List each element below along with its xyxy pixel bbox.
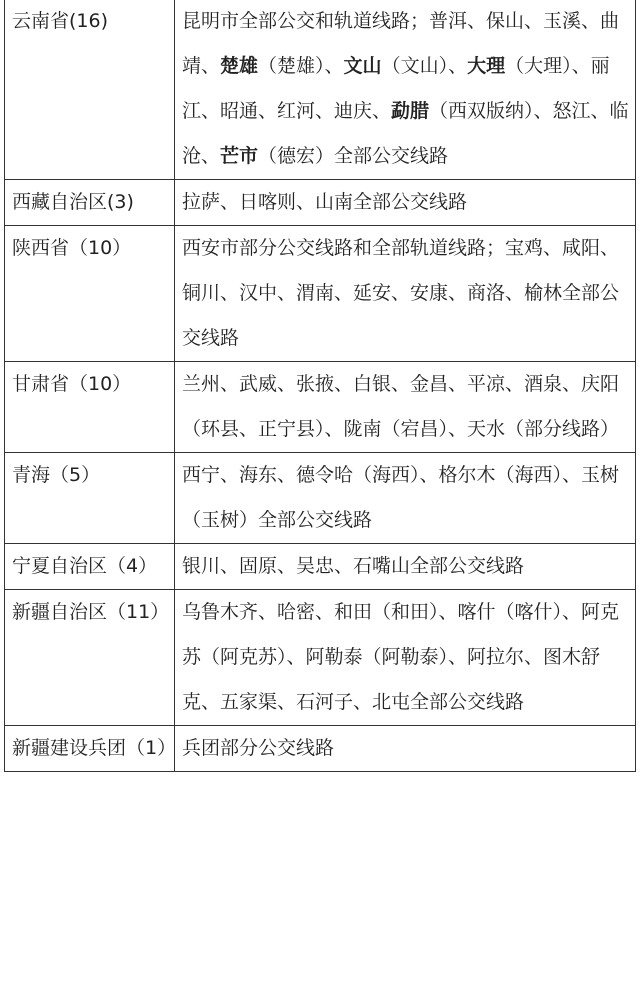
city-text: 兵团部分公交线路 — [182, 737, 335, 759]
province-cell: 陕西省（10） — [5, 226, 175, 362]
table-row — [5, 362, 636, 453]
city-text: （西双版纳）、怒江、临沧、 — [182, 100, 629, 167]
cities-cell — [175, 726, 636, 772]
cities-cell — [175, 453, 636, 544]
province-cell: 甘肃省（10） — [5, 362, 175, 453]
cities-cell — [175, 0, 636, 180]
province-cell: 宁夏自治区（4） — [5, 544, 175, 590]
table-row — [5, 0, 636, 180]
city-text: （楚雄）、 — [258, 55, 344, 77]
table-row — [5, 226, 636, 362]
cities-cell — [175, 226, 636, 362]
table-body — [5, 0, 636, 772]
city-text: 银川、固原、吴忠、石嘴山全部公交线路 — [182, 555, 525, 577]
city-name-bold: 勐腊 — [391, 100, 430, 122]
city-text: （文山）、 — [381, 55, 468, 77]
table-row — [5, 453, 636, 544]
city-text: 昆明市全部公交和轨道线路；普洱、保山、玉溪、曲靖、 — [182, 10, 620, 77]
city-text: 西宁、海东、德令哈（海西）、格尔木（海西）、玉树（玉树）全部公交线路 — [182, 464, 620, 531]
cities-cell — [175, 180, 636, 226]
city-text: （大理）、丽江、昭通、红河、迪庆、 — [182, 55, 610, 122]
province-cell: 西藏自治区(3) — [5, 180, 175, 226]
city-text: 兰州、武威、张掖、白银、金昌、平凉、酒泉、庆阳（环县、正宁县）、陇南（宕昌）、天水（部分线路） — [182, 373, 620, 440]
city-name-bold: 楚雄 — [220, 55, 259, 77]
province-cell: 新疆自治区（11） — [5, 590, 175, 726]
city-name-bold: 大理 — [467, 55, 506, 77]
city-text: 拉萨、日喀则、山南全部公交线路 — [182, 191, 468, 213]
cities-cell — [175, 362, 636, 453]
province-cell: 青海（5） — [5, 453, 175, 544]
cities-cell — [175, 544, 636, 590]
table-row — [5, 544, 636, 590]
table-row — [5, 590, 636, 726]
cities-cell — [175, 590, 636, 726]
province-cell: 云南省(16) — [5, 0, 175, 180]
city-text: 西安市部分公交线路和全部轨道线路；宝鸡、咸阳、铜川、汉中、渭南、延安、安康、商洛、榆林全部公交线路 — [182, 237, 620, 349]
city-name-bold: 文山 — [343, 55, 382, 77]
table-row — [5, 180, 636, 226]
table-row — [5, 726, 636, 772]
province-cell: 新疆建设兵团（1） — [5, 726, 175, 772]
city-text: （德宏）全部公交线路 — [258, 145, 449, 167]
city-text: 乌鲁木齐、哈密、和田（和田）、喀什（喀什）、阿克苏（阿克苏）、阿勒泰（阿勒泰）、阿拉尔、图木舒克、五家渠、石河子、北屯全部公交线路 — [182, 601, 620, 713]
city-name-bold: 芒市 — [220, 145, 259, 167]
transit-coverage-table — [4, 0, 636, 772]
